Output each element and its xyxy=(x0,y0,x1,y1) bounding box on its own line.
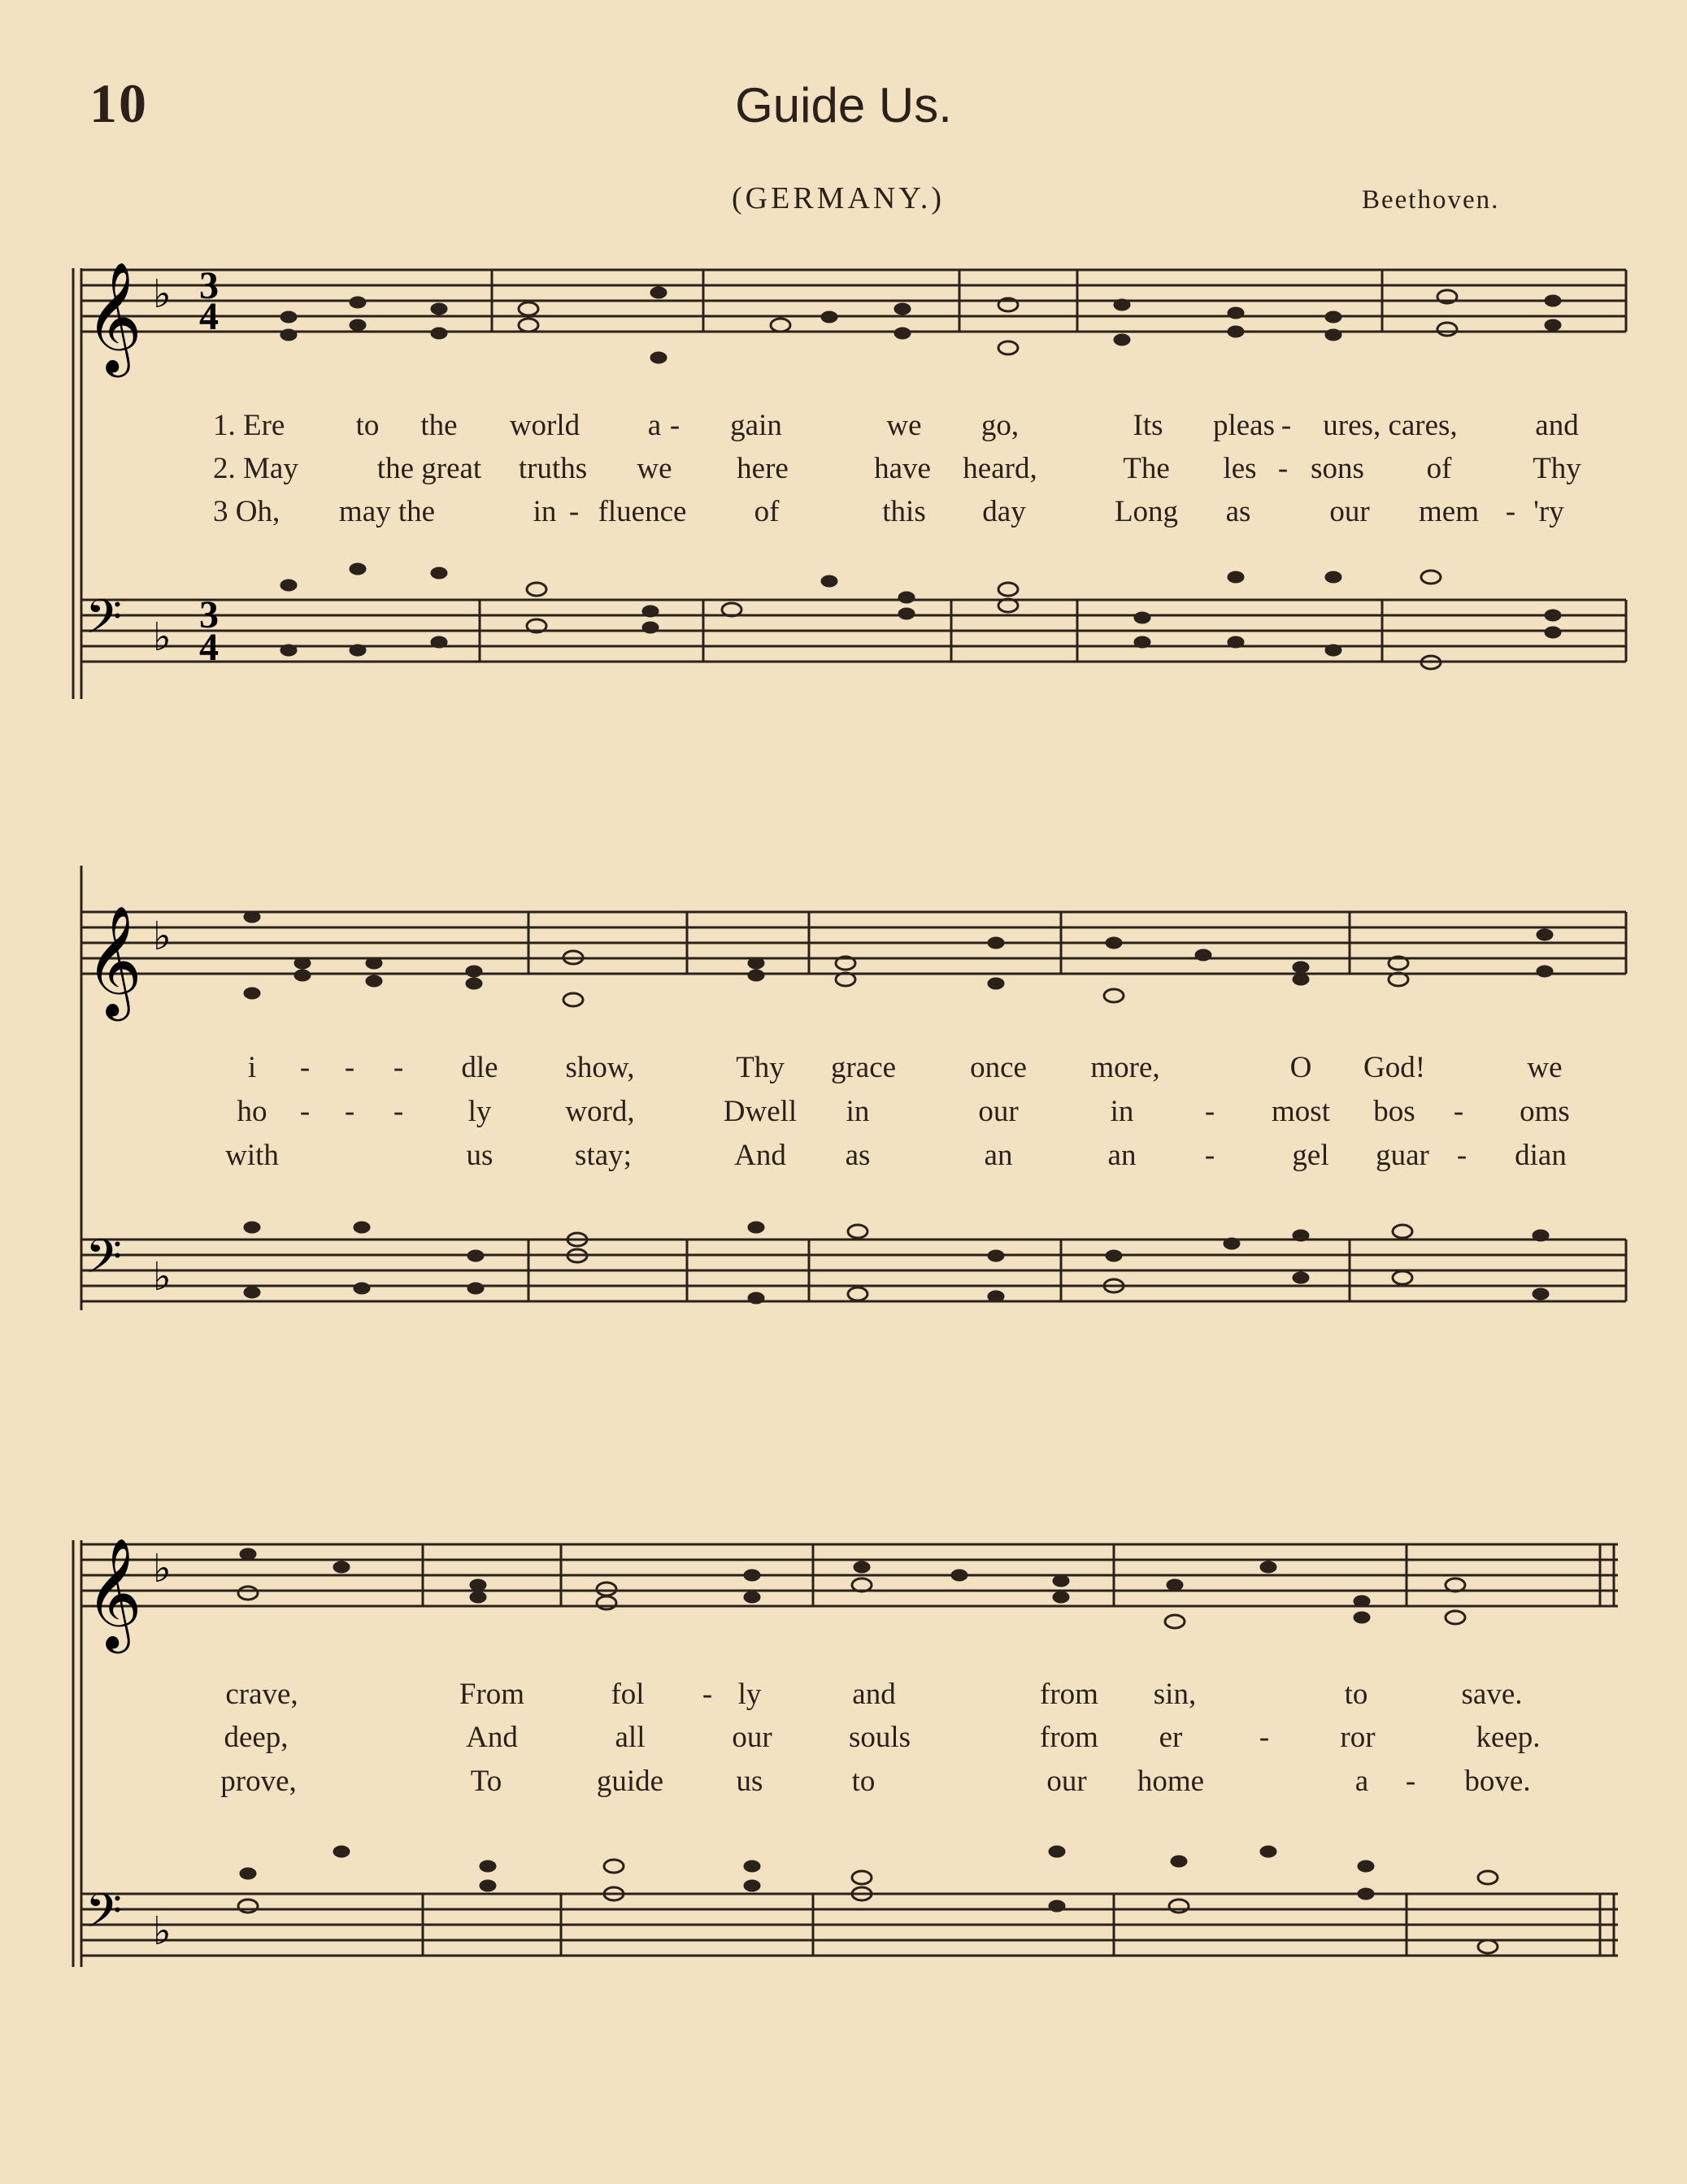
lyric-word: les xyxy=(1223,452,1257,485)
lyric-word: 2. May xyxy=(213,452,298,485)
lyric-word: - xyxy=(568,495,580,528)
lyric-word: with xyxy=(225,1139,279,1172)
treble-staff-3 xyxy=(81,1536,1618,1653)
lyric-word: save. xyxy=(1461,1678,1523,1711)
lyric-word: from xyxy=(1040,1678,1098,1711)
lyric-word: ly xyxy=(467,1095,492,1128)
page-number: 10 xyxy=(89,72,148,134)
lyric-word: of xyxy=(754,495,780,528)
bass-clef-icon: 𝄢 xyxy=(85,1883,123,1950)
lyric-word: us xyxy=(736,1765,763,1798)
lyric-word: truths xyxy=(518,452,588,485)
lyric-word: show, xyxy=(565,1051,635,1084)
treble-clef-icon: 𝄞 xyxy=(85,260,142,372)
lyric-word: in xyxy=(846,1095,870,1128)
lyric-word: to xyxy=(851,1765,876,1798)
lyric-word: of xyxy=(1426,452,1452,485)
lyric-word: fluence xyxy=(598,495,687,528)
flat-sign-icon: ♭ xyxy=(153,273,172,316)
lyric-word: from xyxy=(1040,1721,1098,1754)
lyric-word: - xyxy=(1204,1139,1215,1172)
lyric-word: home xyxy=(1137,1765,1205,1798)
lyric-word: our xyxy=(1046,1765,1087,1798)
lyric-word: dle xyxy=(461,1051,498,1084)
lyric-word: an xyxy=(1107,1139,1137,1172)
treble-clef-icon: 𝄞 xyxy=(85,904,142,1016)
lyric-word: Thy xyxy=(1533,452,1581,485)
lyric-word: - xyxy=(702,1678,713,1711)
lyric-word: the great xyxy=(376,452,482,485)
lyric-word: day xyxy=(982,495,1026,528)
time-sig-bottom: 4 xyxy=(199,295,219,338)
treble-clef-icon: 𝄞 xyxy=(85,1536,142,1648)
bass-clef-icon: 𝄢 xyxy=(85,1229,123,1296)
lyric-word: guar xyxy=(1376,1139,1429,1172)
lyric-word: i xyxy=(247,1051,257,1084)
lyric-word: as xyxy=(1225,495,1251,528)
lyric-word: oms xyxy=(1520,1095,1570,1128)
lyric-word: we xyxy=(1527,1051,1563,1084)
lyric-word: 'ry xyxy=(1533,495,1564,528)
lyric-word: an xyxy=(984,1139,1013,1172)
lyric-word: Long xyxy=(1114,495,1179,528)
lyric-word: 1. Ere xyxy=(213,409,285,442)
notes-treble-1 xyxy=(280,287,1561,363)
lyric-word: we xyxy=(637,452,672,485)
lyric-word: to xyxy=(1344,1678,1368,1711)
treble-staff-2 xyxy=(81,904,1626,1021)
lyric-word: world xyxy=(509,409,580,442)
lyric-word: - xyxy=(299,1095,311,1128)
lyric-word: this xyxy=(882,495,926,528)
composer-name: Beethoven. xyxy=(1362,185,1500,215)
lyric-word: we xyxy=(886,409,922,442)
lyric-word: God! xyxy=(1363,1051,1426,1084)
lyric-word: - xyxy=(1405,1765,1416,1798)
flat-sign-icon: ♭ xyxy=(153,1548,172,1591)
lyric-word: our xyxy=(978,1095,1019,1128)
lyric-word: O xyxy=(1289,1051,1312,1084)
lyric-word: guide xyxy=(596,1765,664,1798)
lyric-word: 3 Oh, xyxy=(213,495,280,528)
lyric-word: sin, xyxy=(1153,1678,1197,1711)
lyric-word: grace xyxy=(830,1051,897,1084)
flat-sign-icon: ♭ xyxy=(153,616,172,659)
lyric-word: word, xyxy=(565,1095,635,1128)
lyric-word: go, xyxy=(980,409,1020,442)
lyric-word: - xyxy=(1280,409,1292,442)
lyric-word: mem xyxy=(1419,495,1479,528)
lyric-word: souls xyxy=(848,1721,911,1754)
lyric-word: - xyxy=(1453,1095,1464,1128)
lyric-word: and xyxy=(852,1678,896,1711)
lyric-word: - xyxy=(1505,495,1516,528)
lyric-word: here xyxy=(737,452,789,485)
lyric-word: most xyxy=(1272,1095,1330,1128)
lyric-word: - xyxy=(1204,1095,1215,1128)
lyric-word: From xyxy=(459,1678,525,1711)
lyric-word: have xyxy=(874,452,931,485)
lyric-word: - xyxy=(1259,1721,1270,1754)
lyric-word: Its xyxy=(1133,409,1163,442)
time-sig-bottom: 4 xyxy=(199,626,219,669)
lyric-word: may the xyxy=(338,495,436,528)
lyric-word: the xyxy=(420,409,458,442)
bass-staff-2 xyxy=(81,1222,1626,1304)
lyric-word: bove. xyxy=(1464,1765,1531,1798)
flat-sign-icon: ♭ xyxy=(153,915,172,958)
tune-name: (GERMANY.) xyxy=(732,181,946,215)
lyric-word: - xyxy=(393,1095,404,1128)
treble-staff-1 xyxy=(81,260,1626,377)
lyric-word: The xyxy=(1123,452,1170,485)
lyric-word: er xyxy=(1159,1721,1183,1754)
lyric-word: - xyxy=(299,1051,311,1084)
lyric-word: dian xyxy=(1515,1139,1567,1172)
lyric-word: in xyxy=(533,495,557,528)
lyric-word: and xyxy=(1535,409,1579,442)
lyric-word: - xyxy=(1277,452,1289,485)
lyric-word: heard, xyxy=(963,452,1037,485)
flat-sign-icon: ♭ xyxy=(153,1256,172,1299)
bass-staff-1 xyxy=(81,563,1626,669)
lyric-word: Thy xyxy=(736,1051,785,1084)
time-sig-top: 3 xyxy=(199,593,219,636)
lyric-word: - xyxy=(344,1051,355,1084)
system-2 xyxy=(81,866,1626,1310)
lyric-word: in xyxy=(1110,1095,1134,1128)
system-1 xyxy=(73,260,1626,699)
lyric-word: stay; xyxy=(575,1139,632,1172)
lyric-word: our xyxy=(1329,495,1370,528)
bass-clef-icon: 𝄢 xyxy=(85,589,123,656)
lyric-word: To xyxy=(470,1765,502,1798)
lyric-word: - xyxy=(344,1095,355,1128)
lyric-word: sons xyxy=(1311,452,1364,485)
lyric-word: all xyxy=(615,1721,646,1754)
lyric-word: And xyxy=(466,1721,518,1754)
lyric-word: And xyxy=(734,1139,786,1172)
lyric-word: more, xyxy=(1090,1051,1160,1084)
lyric-word: a xyxy=(1354,1765,1369,1798)
lyric-word: once xyxy=(970,1051,1027,1084)
lyric-word: ures, cares, xyxy=(1323,409,1458,442)
lyric-word: ror xyxy=(1340,1721,1376,1754)
flat-sign-icon: ♭ xyxy=(153,1910,172,1953)
lyric-word: Dwell xyxy=(723,1095,798,1128)
lyric-word: our xyxy=(732,1721,772,1754)
lyric-word: - xyxy=(669,409,680,442)
system-3 xyxy=(73,1536,1618,1967)
lyric-word: pleas xyxy=(1212,409,1276,442)
lyric-word: ho xyxy=(237,1095,267,1128)
lyric-word: crave, xyxy=(225,1678,298,1711)
lyric-word: - xyxy=(1456,1139,1467,1172)
lyric-word: fol xyxy=(611,1678,645,1711)
lyric-word: gel xyxy=(1292,1139,1329,1172)
lyric-word: deep, xyxy=(224,1721,289,1754)
lyric-word: as xyxy=(845,1139,871,1172)
lyric-word: bos xyxy=(1373,1095,1415,1128)
time-sig-top: 3 xyxy=(199,264,219,307)
hymn-title: Guide Us. xyxy=(735,78,952,132)
lyric-word: keep. xyxy=(1476,1721,1541,1754)
lyric-word: ly xyxy=(737,1678,762,1711)
bass-staff-3 xyxy=(81,1846,1618,1956)
lyric-word: a xyxy=(647,409,662,442)
lyric-word: us xyxy=(466,1139,493,1172)
lyric-word: prove, xyxy=(220,1765,297,1798)
lyric-word: to xyxy=(355,409,380,442)
lyric-word: gain xyxy=(730,409,782,442)
lyric-word: - xyxy=(393,1051,404,1084)
